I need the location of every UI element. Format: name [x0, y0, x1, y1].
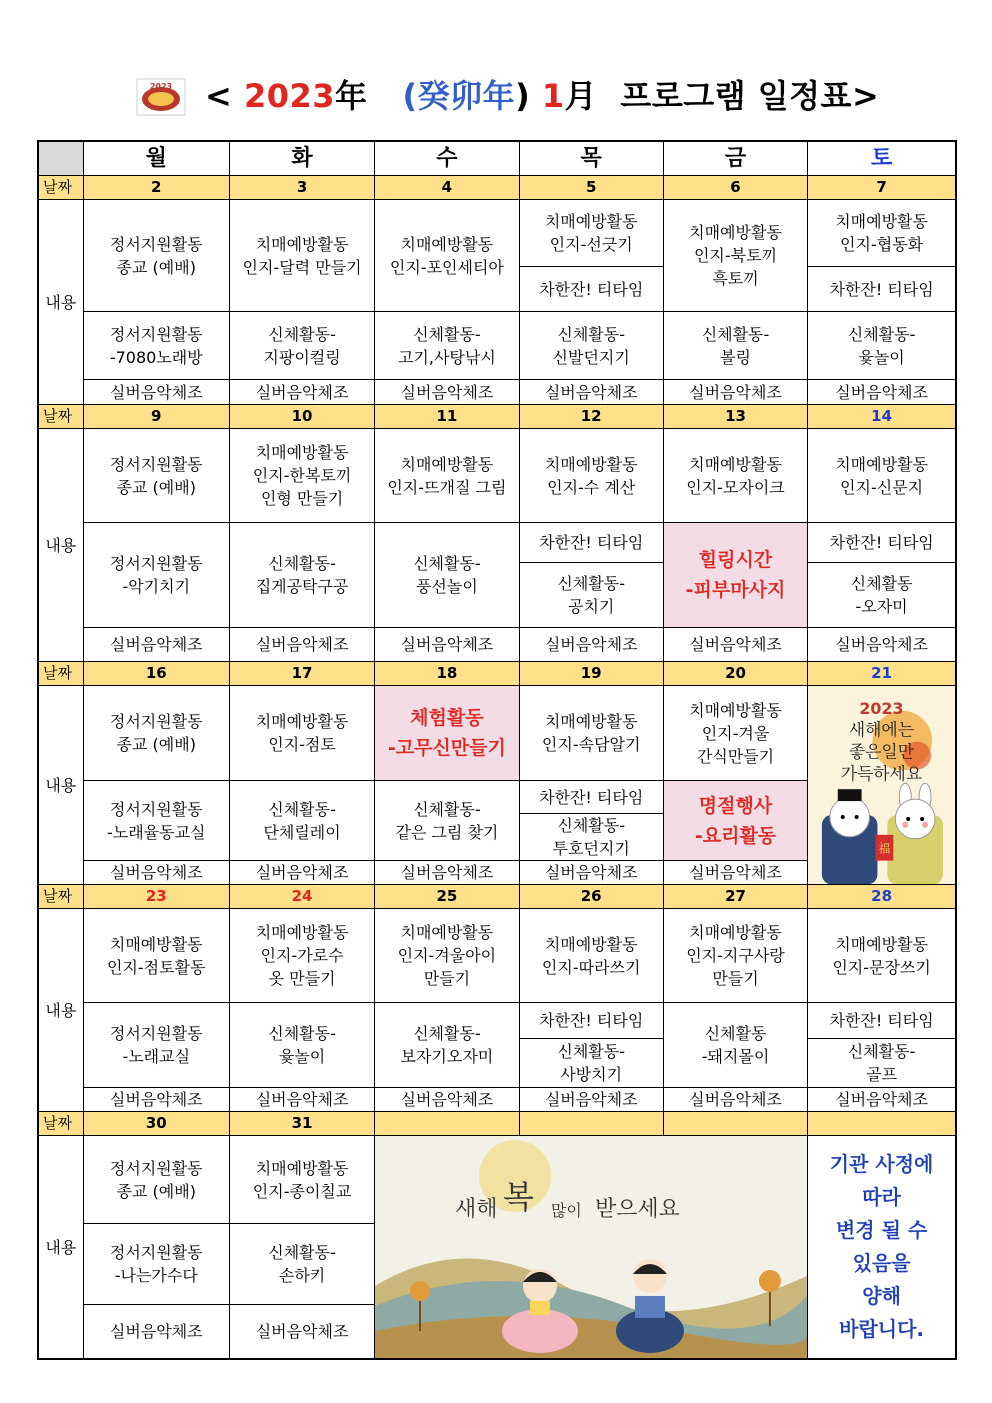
- date-cell: [375, 1112, 519, 1136]
- tea-time-cell: 차한잔! 티타임: [808, 1003, 956, 1039]
- date-cell: 27: [663, 885, 807, 909]
- date-label: 날짜: [38, 885, 83, 909]
- activity-cell: 치매예방활동 인지-문장쓰기: [808, 909, 956, 1003]
- date-cell: 14: [808, 405, 956, 429]
- date-cell: 10: [229, 405, 374, 429]
- exercise-cell: 실버음악체조: [375, 628, 519, 662]
- logo-2023-icon: [136, 78, 186, 116]
- tea-time-cell: 차한잔! 티타임: [519, 781, 663, 814]
- activity-cell: 정서지원활동 -노래율동교실: [83, 781, 229, 861]
- activity-cell: 신체활동- 단체릴레이: [229, 781, 374, 861]
- tea-time-cell: 차한잔! 티타임: [519, 267, 663, 312]
- new-year-bow-illustration: [375, 1136, 807, 1358]
- svg-text:복: 복: [503, 1178, 535, 1217]
- date-cell: 16: [83, 662, 229, 686]
- activity-cell: 신체활동- 사방치기: [519, 1039, 663, 1088]
- date-cell: 28: [808, 885, 956, 909]
- content-label: 내용: [38, 429, 83, 662]
- title-zodiac-close: ): [515, 77, 531, 115]
- content-label: 내용: [38, 1136, 83, 1359]
- activity-cell: 치매예방활동 인지-겨울 간식만들기: [663, 686, 807, 781]
- highlight-event-cell: 힐링시간 -피부마사지: [663, 523, 807, 628]
- date-row: [38, 176, 956, 200]
- activity-cell: 치매예방활동 인지-협동화: [808, 200, 956, 267]
- activity-cell: 신체활동- 투호던지기: [519, 814, 663, 861]
- title-rest: 프로그램 일정표>: [620, 77, 880, 115]
- new-year-banner: [375, 1136, 808, 1359]
- date-cell: 13: [663, 405, 807, 429]
- date-cell: 3: [229, 176, 374, 200]
- exercise-cell: 실버음악체조: [229, 861, 374, 885]
- exercise-cell: 실버음악체조: [808, 628, 956, 662]
- activity-cell: 신체활동- 보자기오자미: [375, 1003, 519, 1088]
- activity-cell: 정서지원활동 종교 (예배): [83, 1136, 229, 1224]
- activity-cell: 치매예방활동 인지-선긋기: [519, 200, 663, 267]
- svg-text:좋은일만: 좋은일만: [849, 741, 915, 762]
- activity-cell: 정서지원활동 -나는가수다: [83, 1224, 229, 1305]
- activity-cell: 치매예방활동 인지-북토끼 흑토끼: [663, 200, 807, 312]
- date-cell: [663, 1112, 807, 1136]
- date-cell: 7: [808, 176, 956, 200]
- exercise-cell: 실버음악체조: [375, 1088, 519, 1112]
- date-label: 날짜: [38, 662, 83, 686]
- header-corner: [38, 141, 83, 176]
- activity-cell: 치매예방활동 인지-점토활동: [83, 909, 229, 1003]
- svg-text:가득하세요: 가득하세요: [840, 763, 923, 784]
- title-month: 1: [541, 77, 565, 115]
- exercise-cell: 실버음악체조: [229, 1088, 374, 1112]
- new-year-greeting-card: [808, 686, 956, 885]
- activity-cell: 치매예방활동 인지-한복토끼 인형 만들기: [229, 429, 374, 523]
- date-cell: 11: [375, 405, 519, 429]
- exercise-cell: 실버음악체조: [519, 861, 663, 885]
- weekday-thu: 목: [519, 141, 663, 176]
- schedule-table: [37, 140, 957, 1360]
- activity-cell: 신체활동- 풍선놀이: [375, 523, 519, 628]
- exercise-cell: 실버음악체조: [663, 1088, 807, 1112]
- exercise-cell: 실버음악체조: [83, 1304, 229, 1359]
- svg-text:새해에는: 새해에는: [849, 719, 915, 740]
- activity-cell: 치매예방활동 인지-지구사랑 만들기: [663, 909, 807, 1003]
- date-row: [38, 405, 956, 429]
- date-cell: 20: [663, 662, 807, 686]
- exercise-cell: 실버음악체조: [83, 628, 229, 662]
- exercise-cell: 실버음악체조: [83, 380, 229, 405]
- activity-cell: 치매예방활동 인지-뜨개질 그림: [375, 429, 519, 523]
- exercise-cell: 실버음악체조: [808, 380, 956, 405]
- activity-cell: 정서지원활동 -악기치기: [83, 523, 229, 628]
- date-cell: [808, 1112, 956, 1136]
- tea-time-cell: 차한잔! 티타임: [808, 267, 956, 312]
- date-cell: 6: [663, 176, 807, 200]
- activity-cell: 치매예방활동 인지-속담알기: [519, 686, 663, 781]
- exercise-cell: 실버음악체조: [229, 380, 374, 405]
- svg-text:받으세요: 받으세요: [595, 1197, 681, 1223]
- exercise-cell: 실버음악체조: [375, 861, 519, 885]
- notice-text: 기관 사정에 따라 변경 될 수 있음을 양해 바랍니다.: [808, 1136, 956, 1359]
- highlight-event-cell: 명절행사 -요리활동: [663, 781, 807, 861]
- title-prefix: <: [205, 77, 233, 115]
- date-row: [38, 885, 956, 909]
- activity-cell: 신체활동- 공치기: [519, 563, 663, 628]
- title-month-suffix: 月: [564, 77, 598, 115]
- activity-cell: 정서지원활동 종교 (예배): [83, 200, 229, 312]
- tea-time-cell: 차한잔! 티타임: [519, 523, 663, 563]
- date-cell: 19: [519, 662, 663, 686]
- title-zodiac-open: (: [402, 77, 418, 115]
- activity-cell: 치매예방활동 인지-달력 만들기: [229, 200, 374, 312]
- title-text: [205, 74, 879, 118]
- activity-cell: 치매예방활동 인지-따라쓰기: [519, 909, 663, 1003]
- activity-cell: 정서지원활동 종교 (예배): [83, 429, 229, 523]
- activity-cell: 치매예방활동 인지-종이칠교: [229, 1136, 374, 1224]
- activity-cell: 신체활동 -돼지몰이: [663, 1003, 807, 1088]
- date-cell: 12: [519, 405, 663, 429]
- svg-text:2023: 2023: [859, 698, 904, 718]
- exercise-cell: 실버음악체조: [663, 628, 807, 662]
- title-zodiac: 癸卯年: [417, 77, 516, 115]
- date-cell: 5: [519, 176, 663, 200]
- activity-cell: 신체활동- 신발던지기: [519, 312, 663, 380]
- activity-cell: 치매예방활동 인지-신문지: [808, 429, 956, 523]
- rabbit-greeting-illustration: [808, 686, 955, 884]
- date-cell: 17: [229, 662, 374, 686]
- activity-cell: 신체활동- 손하키: [229, 1224, 374, 1305]
- activity-cell: 신체활동- 윷놀이: [808, 312, 956, 380]
- date-cell: [519, 1112, 663, 1136]
- date-label: 날짜: [38, 1112, 83, 1136]
- activity-cell: 신체활동 -오자미: [808, 563, 956, 628]
- weekday-header-row: [38, 141, 956, 176]
- exercise-cell: 실버음악체조: [808, 1088, 956, 1112]
- activity-cell: 정서지원활동 종교 (예배): [83, 686, 229, 781]
- weekday-mon: 월: [83, 141, 229, 176]
- activity-cell: 치매예방활동 인지-수 계산: [519, 429, 663, 523]
- svg-text:많이: 많이: [551, 1201, 583, 1221]
- weekday-tue: 화: [229, 141, 374, 176]
- activity-cell: 신체활동- 집게공탁구공: [229, 523, 374, 628]
- exercise-cell: 실버음악체조: [83, 861, 229, 885]
- weekday-fri: 금: [663, 141, 807, 176]
- date-label: 날짜: [38, 176, 83, 200]
- date-cell: 18: [375, 662, 519, 686]
- activity-cell: 치매예방활동 인지-점토: [229, 686, 374, 781]
- exercise-cell: 실버음악체조: [229, 1304, 374, 1359]
- activity-cell: 치매예방활동 인지-겨울아이 만들기: [375, 909, 519, 1003]
- exercise-cell: 실버음악체조: [375, 380, 519, 405]
- activity-cell: 치매예방활동 인지-모자이크: [663, 429, 807, 523]
- activity-cell: 신체활동- 윷놀이: [229, 1003, 374, 1088]
- date-cell: 9: [83, 405, 229, 429]
- activity-cell: 치매예방활동 인지-포인세티아: [375, 200, 519, 312]
- content-label: 내용: [38, 909, 83, 1112]
- date-cell: 30: [83, 1112, 229, 1136]
- date-row: [38, 1112, 956, 1136]
- tea-time-cell: 차한잔! 티타임: [808, 523, 956, 563]
- exercise-cell: 실버음악체조: [663, 380, 807, 405]
- content-label: 내용: [38, 686, 83, 885]
- tea-time-cell: 차한잔! 티타임: [519, 1003, 663, 1039]
- date-cell: 24: [229, 885, 374, 909]
- date-row: [38, 662, 956, 686]
- date-cell: 23: [83, 885, 229, 909]
- activity-cell: 정서지원활동 -7080노래방: [83, 312, 229, 380]
- svg-text:새해: 새해: [455, 1197, 498, 1223]
- exercise-cell: 실버음악체조: [663, 861, 807, 885]
- date-cell: 4: [375, 176, 519, 200]
- exercise-cell: 실버음악체조: [83, 1088, 229, 1112]
- page-title: [0, 74, 992, 118]
- activity-cell: 신체활동- 지팡이컬링: [229, 312, 374, 380]
- date-cell: 21: [808, 662, 956, 686]
- exercise-cell: 실버음악체조: [519, 380, 663, 405]
- title-year: 2023: [243, 77, 336, 115]
- activity-cell: 신체활동- 같은 그림 찾기: [375, 781, 519, 861]
- date-cell: 2: [83, 176, 229, 200]
- date-cell: 31: [229, 1112, 374, 1136]
- svg-text:2023: 2023: [149, 82, 173, 91]
- exercise-cell: 실버음악체조: [519, 628, 663, 662]
- exercise-cell: 실버음악체조: [229, 628, 374, 662]
- content-label: 내용: [38, 200, 83, 405]
- activity-cell: 정서지원활동 -노래교실: [83, 1003, 229, 1088]
- activity-cell: 신체활동- 골프: [808, 1039, 956, 1088]
- exercise-cell: 실버음악체조: [519, 1088, 663, 1112]
- title-year-suffix: 年: [335, 77, 368, 115]
- date-label: 날짜: [38, 405, 83, 429]
- date-cell: 26: [519, 885, 663, 909]
- activity-cell: 신체활동- 볼링: [663, 312, 807, 380]
- date-cell: 25: [375, 885, 519, 909]
- svg-text:福: 福: [878, 841, 891, 856]
- highlight-event-cell: 체험활동 -고무신만들기: [375, 686, 519, 781]
- activity-cell: 치매예방활동 인지-가로수 옷 만들기: [229, 909, 374, 1003]
- weekday-sat: 토: [808, 141, 956, 176]
- activity-cell: 신체활동- 고기,사탕낚시: [375, 312, 519, 380]
- weekday-wed: 수: [375, 141, 519, 176]
